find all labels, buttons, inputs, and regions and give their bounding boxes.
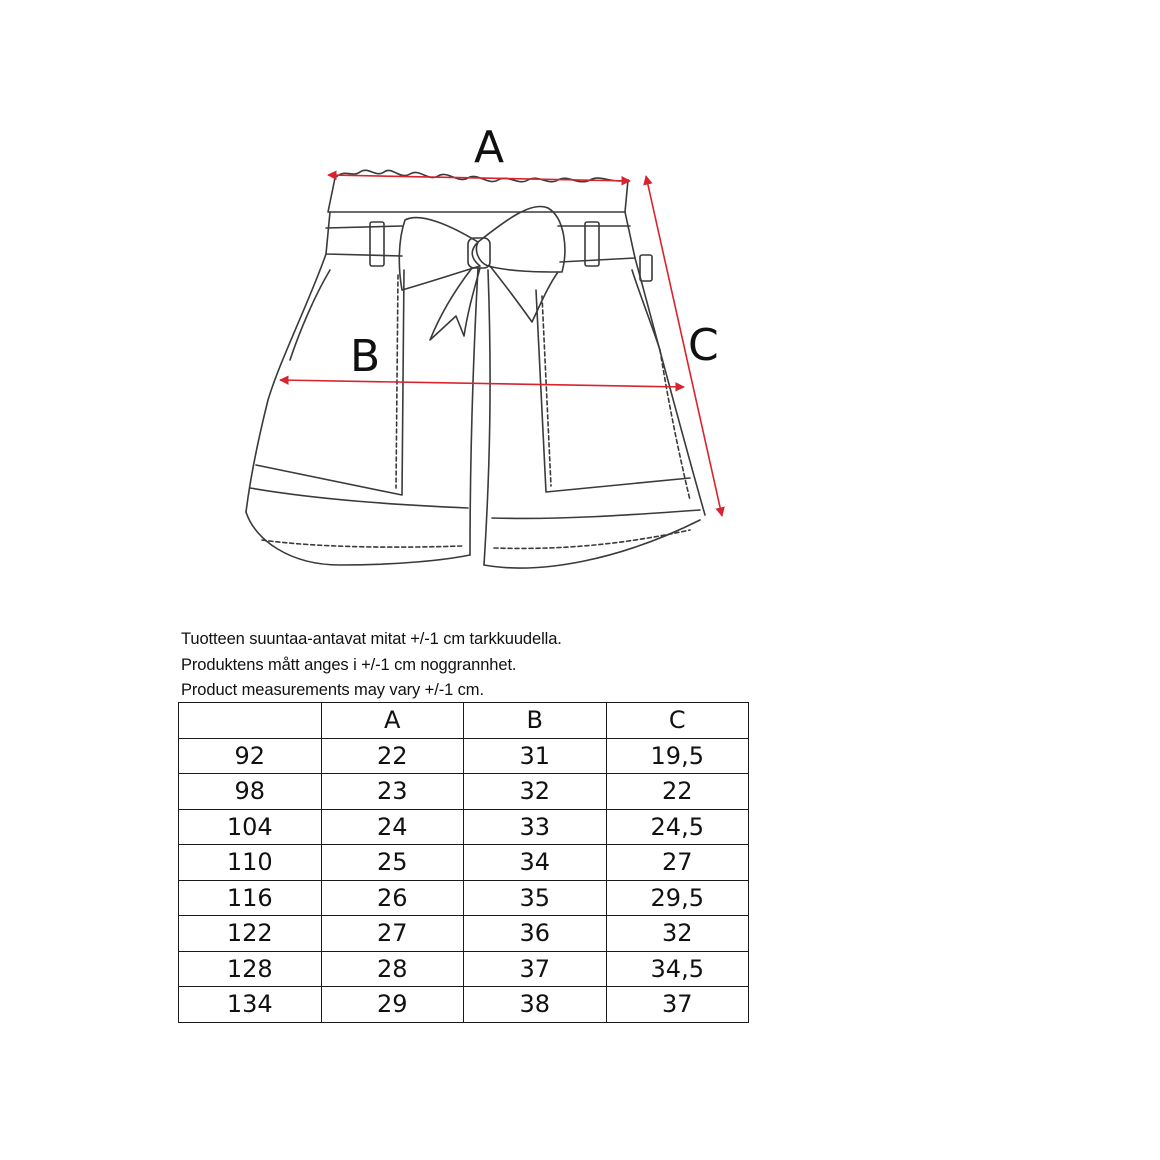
b-cell: 33 [464, 809, 607, 845]
table-row [179, 987, 749, 1023]
note-swedish: Produktens mått anges i +/-1 cm noggrannhet. [181, 655, 517, 674]
note-finnish: Tuotteen suuntaa-antavat mitat +/-1 cm tarkkuudella. [181, 630, 562, 648]
a-cell: 23 [321, 774, 464, 810]
header-cell-a: A [321, 703, 464, 739]
c-cell: 29,5 [606, 880, 749, 916]
dimension-label-a: A [474, 122, 505, 173]
size-cell: 98 [179, 774, 322, 810]
dimension-label-b: B [350, 331, 381, 382]
size-table [178, 702, 749, 1023]
dimension-label-c: C [688, 320, 719, 371]
header-cell-c: C [606, 703, 749, 739]
table-row [179, 916, 749, 952]
b-cell: 37 [464, 951, 607, 987]
a-cell: 26 [321, 880, 464, 916]
size-cell: 128 [179, 951, 322, 987]
table-row [179, 880, 749, 916]
size-cell: 122 [179, 916, 322, 952]
c-cell: 32 [606, 916, 749, 952]
c-cell: 37 [606, 987, 749, 1023]
table-row [179, 951, 749, 987]
a-cell: 27 [321, 916, 464, 952]
b-cell: 34 [464, 845, 607, 881]
b-cell: 38 [464, 987, 607, 1023]
size-cell: 92 [179, 738, 322, 774]
a-cell: 25 [321, 845, 464, 881]
b-cell: 32 [464, 774, 607, 810]
c-cell: 27 [606, 845, 749, 881]
measure-arrow-b [280, 380, 684, 387]
table-row [179, 774, 749, 810]
header-cell-size [179, 703, 322, 739]
table-header-row [179, 703, 749, 739]
c-cell: 24,5 [606, 809, 749, 845]
c-cell: 22 [606, 774, 749, 810]
c-cell: 34,5 [606, 951, 749, 987]
size-cell: 116 [179, 880, 322, 916]
table-row [179, 738, 749, 774]
shorts-outline-drawing-icon [246, 170, 705, 568]
a-cell: 24 [321, 809, 464, 845]
size-cell: 104 [179, 809, 322, 845]
table-row [179, 809, 749, 845]
measurement-arrows [280, 175, 722, 516]
size-cell: 110 [179, 845, 322, 881]
table-row [179, 845, 749, 881]
measure-arrow-a [328, 175, 630, 181]
header-cell-b: B [464, 703, 607, 739]
measurement-notes [181, 627, 562, 704]
b-cell: 35 [464, 880, 607, 916]
a-cell: 22 [321, 738, 464, 774]
a-cell: 29 [321, 987, 464, 1023]
size-cell: 134 [179, 987, 322, 1023]
b-cell: 36 [464, 916, 607, 952]
c-cell: 19,5 [606, 738, 749, 774]
a-cell: 28 [321, 951, 464, 987]
b-cell: 31 [464, 738, 607, 774]
note-english: Product measurements may vary +/-1 cm. [181, 681, 484, 699]
